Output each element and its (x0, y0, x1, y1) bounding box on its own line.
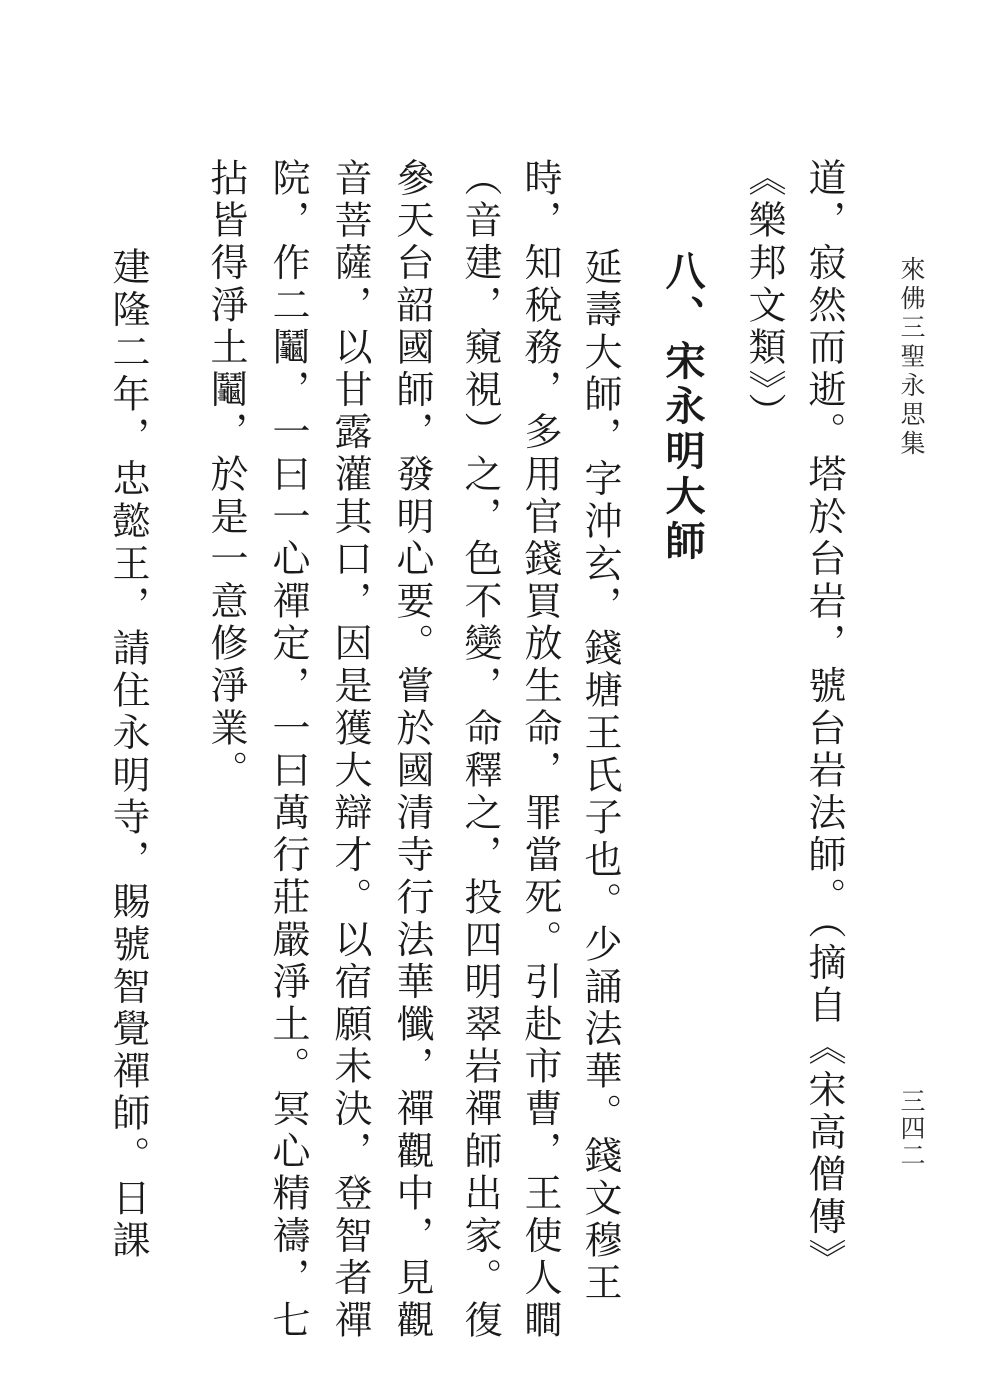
page-number: 三四二 (897, 1088, 926, 1169)
text-column-7: 參天台韶國師，發明心要。嘗於國清寺行法華懺，禪觀中，見觀 (390, 158, 434, 1343)
text-column-4: 延壽大師，字沖玄，錢塘王氏子也。少誦法華。錢文穆王 (578, 205, 622, 1305)
running-title: 來佛三聖永思集 (897, 256, 926, 459)
text-column-8: 音菩薩，以甘露灌其口，因是獲大辯才。以宿願未決，登智者禪 (328, 158, 372, 1343)
body-text (92, 0, 872, 1386)
text-column-9: 院，作二鬮，一曰一心禪定，一曰萬行莊嚴淨土。冥心精禱，七 (266, 158, 310, 1343)
section-heading: 八、宋永明大師 (659, 250, 706, 565)
text-column-2: 《樂邦文類》） (742, 158, 786, 436)
text-column-6: （音建，窺視）之，色不變，命釋之，投四明翠岩禪師出家。復 (458, 158, 502, 1343)
text-column-1: 道，寂然而逝。塔於台岩，號台岩法師。（摘自《宋高僧傳》 (802, 158, 846, 1282)
text-column-10: 拈皆得淨土鬮，於是一意修淨業。 (204, 158, 248, 793)
text-column-11: 建隆二年，忠懿王，請住永明寺，賜號智覺禪師。日課 (106, 205, 150, 1263)
text-column-5: 時，知稅務，多用官錢買放生命，罪當死。引赴市曹，王使人瞷 (518, 158, 562, 1343)
